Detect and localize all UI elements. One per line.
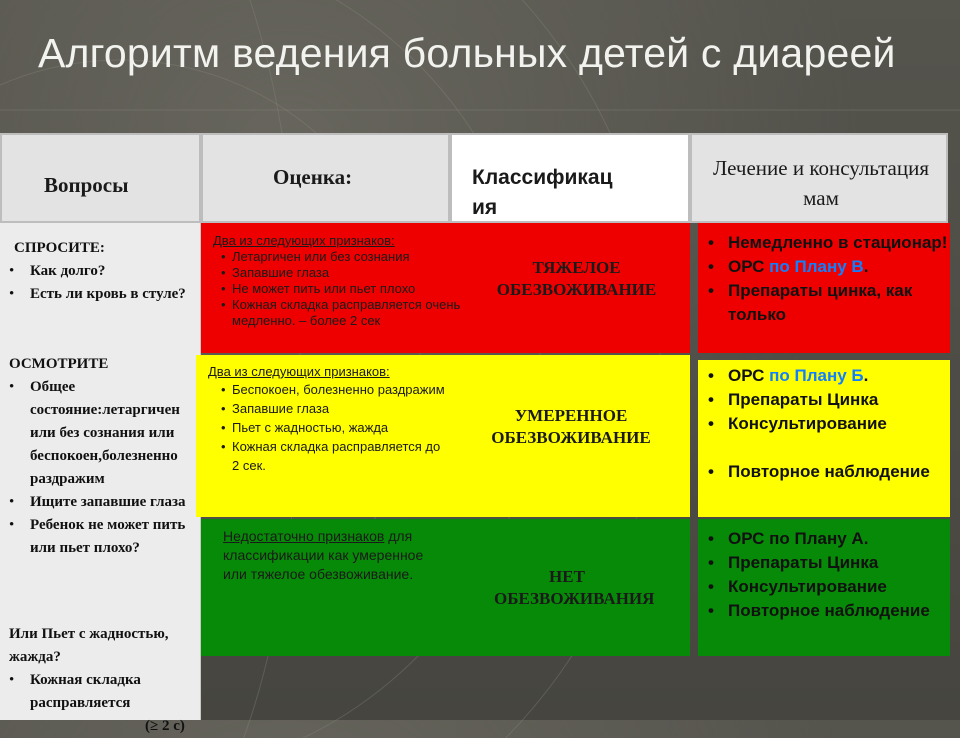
ask-item: • Как долго? — [6, 260, 196, 283]
assessment-item: • Кожная складка расправляется очень медленно. – более 2 сек — [232, 297, 463, 329]
header-assessment-label: Оценка: — [273, 165, 353, 189]
assessment-lead: Два из следующих признаков: — [208, 364, 390, 379]
assessment-list — [208, 380, 448, 475]
ask-list — [6, 260, 196, 306]
ask-item: • Есть ли кровь в стуле? — [6, 283, 196, 306]
plan-link: по Плану В — [769, 257, 864, 276]
row-moderate-treatment — [698, 360, 950, 517]
header-classification-label: Классификац ия — [472, 166, 613, 219]
plan-link: по Плану Б — [769, 366, 864, 385]
classification-label: НЕТ ОБЕЗВОЖИВАНИЯ — [494, 567, 655, 608]
treatment-item: • Немедленно в стационар! — [698, 231, 948, 255]
row-moderate-assessment — [196, 355, 452, 517]
row-severe-classification — [463, 223, 690, 353]
or-text: Или Пьет с жадностью, жажда? — [9, 626, 169, 665]
look-item: • Ищите запавшие глаза — [6, 491, 196, 514]
treatment-item: • ОРС по Плану А. — [698, 527, 948, 551]
header-classification — [450, 133, 690, 223]
treatment-item: • Повторное наблюдение — [698, 460, 948, 484]
treatment-list — [698, 231, 948, 327]
skin-tail: (≥ 2 с) — [145, 718, 185, 734]
look-item: • Ребенок не может пить или пьет плохо? — [6, 514, 196, 560]
classification-label: УМЕРЕННОЕ ОБЕЗВОЖИВАНИЕ — [491, 406, 651, 447]
row-severe-assessment — [201, 223, 463, 353]
treatment-item: • Препараты Цинка — [698, 388, 948, 412]
assessment-text: для классификации как умеренное или тяжелое обезвоживание. — [223, 528, 424, 582]
header-questions-label: Вопросы — [44, 173, 129, 197]
assessment-item: • Беспокоен, болезненно раздражим — [232, 380, 448, 399]
classification-label: ТЯЖЕЛОЕ ОБЕЗВОЖИВАНИЕ — [496, 258, 657, 299]
treatment-item: • Препараты Цинка — [698, 551, 948, 575]
assessment-item: • Запавшие глаза — [232, 265, 463, 281]
skin-item: • Кожная складка расправляется — [6, 669, 196, 715]
treatment-item: • Препараты цинка, как только — [698, 279, 948, 327]
header-questions — [0, 133, 201, 223]
treatment-item: • Повторное наблюдение — [698, 599, 948, 623]
row-severe-treatment — [698, 223, 950, 353]
treatment-item: • ОРС по Плану Б. — [698, 364, 948, 388]
row-none-treatment — [698, 519, 950, 656]
page-title: Алгоритм ведения больных детей с диареей — [38, 30, 896, 76]
row-none-assessment — [201, 519, 444, 656]
skin-list — [6, 669, 196, 715]
header-treatment — [690, 133, 948, 223]
assessment-list — [213, 249, 463, 329]
assessment-lead: Недостаточно признаков — [223, 528, 385, 544]
assessment-item: • Кожная складка расправляется до 2 сек. — [232, 437, 448, 475]
look-item: • Общее состояние:летаргичен или без сознания или беспокоен,болезненно раздражим — [6, 376, 196, 491]
treatment-list — [698, 364, 948, 484]
treatment-list — [698, 527, 948, 623]
look-heading: ОСМОТРИТЕ — [9, 356, 109, 372]
treatment-item: • Консультирование — [698, 412, 948, 436]
assessment-item: • Запавшие глаза — [232, 399, 448, 418]
header-treatment-label: Лечение и консультация мам — [713, 156, 929, 210]
header-assessment — [201, 133, 450, 223]
treatment-item: • ОРС по Плану В. — [698, 255, 948, 279]
row-moderate-classification — [452, 355, 690, 517]
treatment-item: • Консультирование — [698, 575, 948, 599]
row-none-classification — [444, 519, 690, 656]
ask-heading: СПРОСИТЕ: — [14, 240, 105, 256]
assessment-item: • Пьет с жадностью, жажда — [232, 418, 448, 437]
assessment-item: • Не может пить или пьет плохо — [232, 281, 463, 297]
look-list — [6, 376, 196, 560]
assessment-item: • Летаргичен или без сознания — [232, 249, 463, 265]
assessment-lead: Два из следующих признаков: — [213, 233, 395, 248]
questions-column — [0, 223, 201, 734]
